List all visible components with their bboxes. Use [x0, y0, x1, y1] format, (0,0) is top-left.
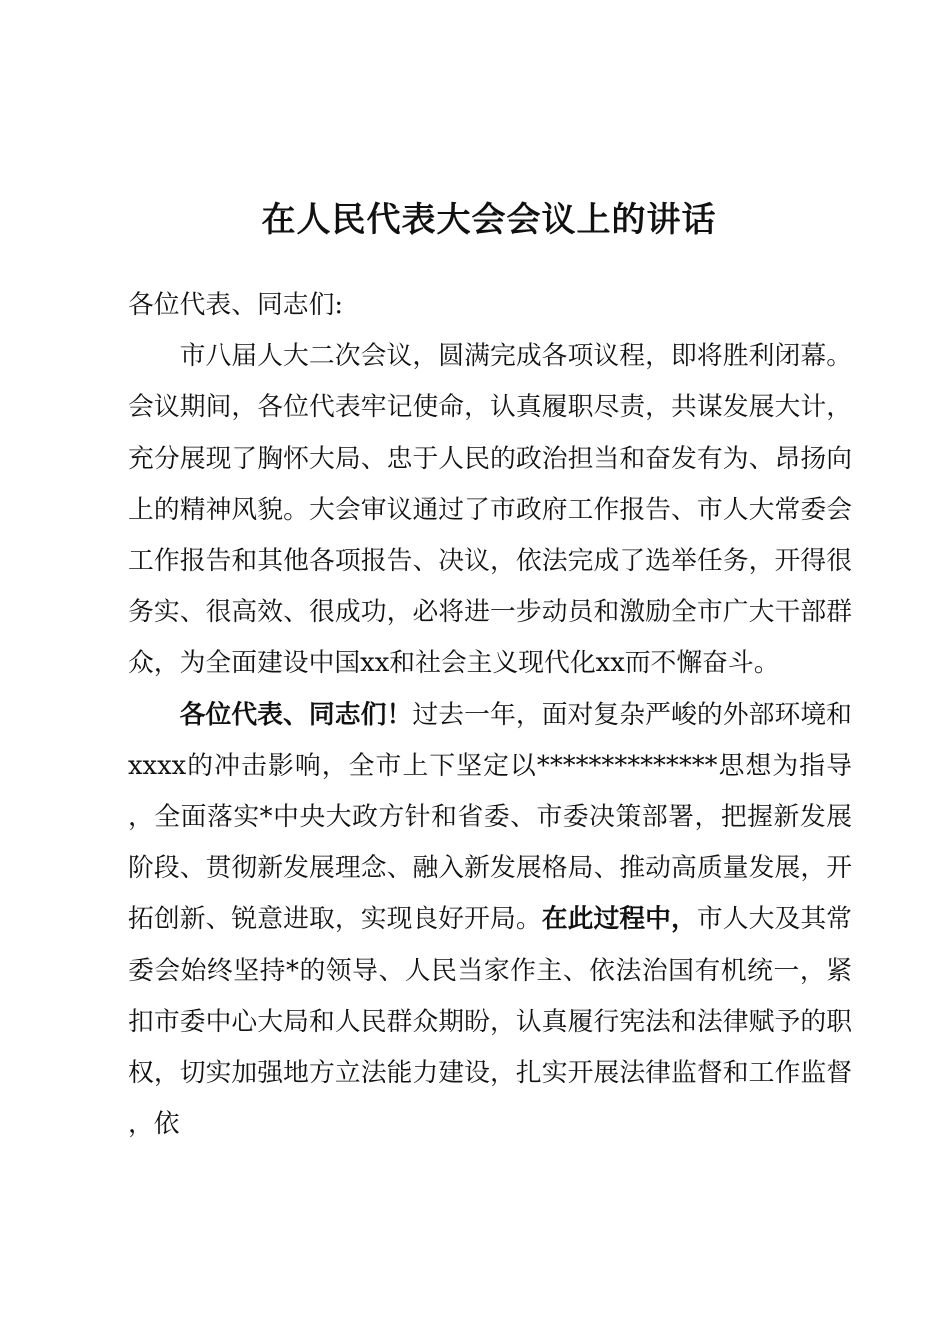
paragraph-2-inline-bold: 在此过程中， [541, 904, 697, 935]
paragraph-2-text-2: 市人大及其常委会始终坚持*的领导、人民当家作主、依法治国有机统一，紧扣市委中心大局和人民群众期盼，认真履行宪法和法律赋予的职权，切实加强地方立法能力建设，扎实开展法律监督和工作监督，依 [128, 904, 852, 1140]
paragraph-2-text-1: 过去一年，面对复杂严峻的外部环境和xxxx的冲击影响，全市上下坚定以**************思想为指导，全面落实*中央大政方针和省委、市委决策部署，把握新发展阶段、贯彻新发展理念、融入新发展格局、推动高质量发展，开拓创新、锐意进取，实现良好开局。 [128, 699, 852, 935]
paragraph-1 [128, 331, 852, 689]
document-body [128, 280, 852, 1150]
paragraph-1-text: 市八届人大二次会议，圆满完成各项议程，即将胜利闭幕。会议期间，各位代表牢记使命，认真履职尽责，共谋发展大计，充分展现了胸怀大局、忠于人民的政治担当和奋发有为、昂扬向上的精神风貌。大会审议通过了市政府工作报告、市人大常委会工作报告和其他各项报告、决议，依法完成了选举任务，开得很务实、很高效、很成功，必将进一步动员和激励全市广大干部群众，为全面建设中国xx和社会主义现代化xx而不懈奋斗。 [128, 341, 852, 679]
paragraph-2 [128, 690, 852, 1151]
document-title: 在人民代表大会会议上的讲话 [261, 199, 717, 240]
paragraph-2-lead: 各位代表、同志们！ [179, 699, 413, 730]
salutation: 各位代表、同志们: [128, 290, 344, 320]
